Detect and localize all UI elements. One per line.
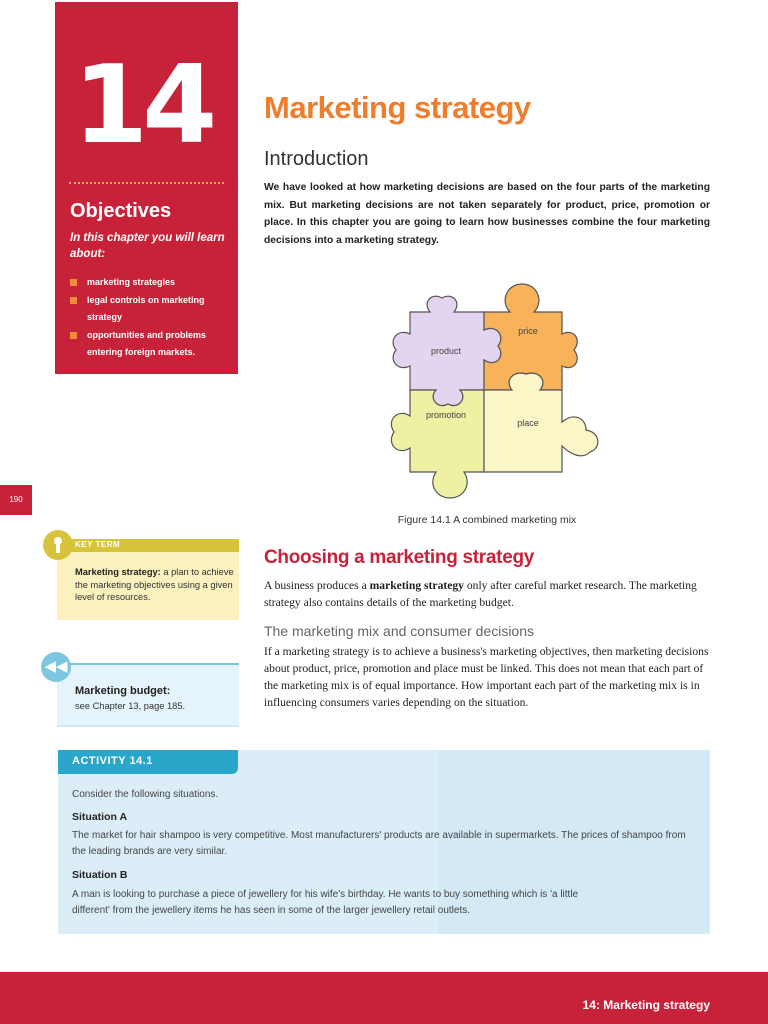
activity-label-tab xyxy=(58,750,238,774)
bullet-icon xyxy=(70,279,77,286)
section-heading: Introduction xyxy=(264,148,369,170)
puzzle-label-product: product xyxy=(430,346,462,356)
divider xyxy=(57,663,239,665)
puzzle-piece-promotion xyxy=(391,390,484,498)
key-term-term: Marketing strategy: xyxy=(75,567,161,577)
puzzle-label-price: price xyxy=(518,326,538,336)
situation-b-text: A man is looking to purchase a piece of jewellery for his wife's birthday. He wants to buy something which is 'a little different' from the jewellery items he has seen in some of the larger jewellery retail outlets. xyxy=(72,889,579,916)
chapter-number: 14 xyxy=(73,43,212,168)
list-item: marketing strategies xyxy=(70,274,235,292)
subsection-heading: The marketing mix and consumer decisions xyxy=(264,623,535,639)
key-term-text xyxy=(75,566,235,604)
bullet-icon xyxy=(70,297,77,304)
page-title: Marketing strategy xyxy=(264,90,531,125)
footer-bar xyxy=(0,972,768,1024)
puzzle-label-place: place xyxy=(517,418,539,428)
key-term-box xyxy=(57,539,239,620)
list-item: legal controls on marketing strategy xyxy=(70,292,235,327)
rewind-icon: ◀◀ xyxy=(41,652,71,682)
key-term-bar xyxy=(57,539,239,552)
activity-box xyxy=(58,750,710,934)
situation-a-text: The market for hair shampoo is very competitive. Most manufacturers' products are available in supermarkets. The prices of shampoo from the leading brands are very similar. xyxy=(72,830,686,857)
activity-intro: Consider the following situations. xyxy=(72,789,219,800)
intro-paragraph: We have looked at how marketing decisions are based on the four parts of the marketing mix. But marketing decisions are not taken separately for product, price, promotion or place. In this chapter you are going to learn how businesses combine the four marketing decisions into a marketing strategy. xyxy=(264,182,710,246)
section-heading: Choosing a marketing strategy xyxy=(264,547,535,568)
objectives-list xyxy=(70,274,235,362)
cross-reference-title: Marketing budget: xyxy=(75,685,171,697)
objectives-title: Objectives xyxy=(70,200,172,222)
situation-b-title: Situation B xyxy=(72,869,128,881)
figure-caption: Figure 14.1 A combined marketing mix xyxy=(397,514,577,526)
page-number: 190 xyxy=(0,485,32,515)
puzzle-label-promotion: promotion xyxy=(425,410,467,420)
situation-a-title: Situation A xyxy=(72,811,128,823)
objectives-intro: In this chapter you will learn about: xyxy=(70,232,225,260)
paragraph: A business produces a marketing strategy only after careful market research. The marketing strategy also contains details of the marketing budget. xyxy=(264,579,697,609)
cross-reference-box xyxy=(57,663,239,727)
footer-text: 14: Marketing strategy xyxy=(582,998,710,1012)
puzzle-figure xyxy=(360,262,620,512)
list-item: opportunities and problems entering foreign markets. xyxy=(70,327,235,362)
divider xyxy=(69,182,224,184)
key-term-label: KEY TERM xyxy=(75,540,121,549)
activity-label: ACTIVITY 14.1 xyxy=(72,755,153,767)
keyhole-icon xyxy=(43,530,73,560)
paragraph: If a marketing strategy is to achieve a business's marketing objectives, then marketing decisions about product, price, promotion and place must be linked. This does not mean that each part of the marketing mix is of equal importance. How important each part of the marketing mix is in influencing consumers varies depending on the situation. xyxy=(264,645,709,709)
chapter-block xyxy=(55,2,238,374)
cross-reference-link: see Chapter 13, page 185. xyxy=(75,701,186,711)
bullet-icon xyxy=(70,332,77,339)
key-term-definition: a plan to achieve the marketing objectives using a given level of resources. xyxy=(75,567,234,602)
